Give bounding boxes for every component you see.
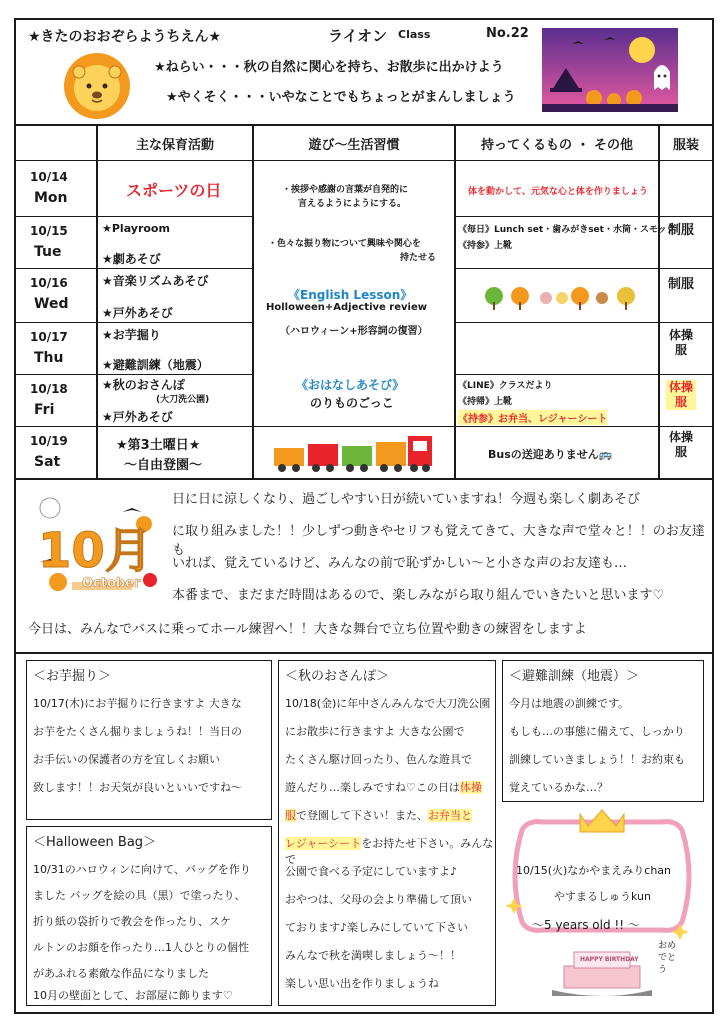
day-name: Mon [34,190,68,206]
bring-item: 《持帰》上靴 [458,397,513,407]
box-line-part: で登園して下さい！また、 [296,809,428,822]
message-line: に取り組みました！！少しずつ動きやセリフも覚えてきて、大きな声で堂々と！！のお友達も [172,524,705,558]
class-label: Class [398,28,431,41]
month-title: 10月 [38,523,153,579]
autumn-walk-box [278,660,496,1006]
weekly-schedule [16,126,712,478]
train-illustration [268,426,438,474]
day-date: 10/16 [30,276,68,290]
uniform-label: 体操服 [668,430,693,459]
story-play-subtitle: のりものごっこ [310,396,394,410]
box-line: があふれる素敵な作品になりました [33,967,209,980]
congratulations-text: おめでとう [658,941,677,975]
school-name: ★きたのおおぞらようちえん★ [28,29,222,45]
day-date: 10/15 [30,224,68,238]
box-line: にお散歩に行きますよ 大きな公園で [285,725,465,738]
column-header-activities: 主な保育活動 [135,137,214,153]
uniform-label: 体操服 [668,328,693,357]
activity-item: ★避難訓練（地震） [102,358,209,372]
box-line: ました バッグを絵の具（黒）で塗ったり、 [33,889,246,902]
box-title: ＜お芋掘り＞ [33,669,112,684]
highlight-text: 体操 [459,781,482,794]
box-line-part: をお持たせ下さい。みんなで [285,837,494,866]
birthday-age: ～5 years old !! ～ [532,918,640,932]
halloween-bag-box [26,826,272,1006]
bring-item: 《毎日》Lunch set・歯みがきset・水筒・スモック [458,225,676,235]
activity-item: ★音楽リズムあそび [102,274,209,288]
activity-item: ★秋のおさんぽ [102,378,185,392]
activity-item: ★第3土曜日★ [116,438,201,453]
box-line: 今月は地震の訓練です。 [509,697,630,710]
english-lesson-subtitle: Holloween+Adjective review [266,302,427,313]
birthday-frame-illustration [502,806,702,1006]
monthly-promise: ★やくそく・・・いやなことでもちょっとがまんしましょう [166,90,516,105]
day-name: Wed [34,296,69,312]
sweet-potato-box [26,660,272,820]
column-header-uniform: 服装 [672,137,699,153]
english-lesson-title: 《English Lesson》 [288,288,413,302]
cake-text: HAPPY BIRTHDAY [580,956,639,963]
box-line: もしも…の事態に備えて、しっかり [509,725,685,738]
birthday-names: 10/15(火)なかやまえみりchan [516,864,672,877]
activity-item: ★お芋掘り [102,328,161,342]
uniform-label: 制服 [667,223,694,238]
highlight-text: お弁当と [428,809,472,822]
story-play-title: 《おはなしあそび》 [296,378,405,392]
box-line: ております♪楽しみにしていて下さい [285,921,469,934]
box-line: たくさん駆け回ったり、色んな遊具で [285,753,472,766]
highlight-text: 服 [285,809,296,822]
activity-item: ★劇あそび [102,252,161,266]
activity-item: ★戸外あそび [102,306,173,320]
box-line: 覚えているかな…？ [509,781,608,794]
bring-item: 《持参》上靴 [458,241,513,251]
box-title: ＜Halloween Bag＞ [33,835,157,850]
habit-text: 持たせる [400,253,437,263]
newsletter-page [14,18,714,1014]
box-line: 10/18(金)に年中さんみんなで大刀洗公園 [285,697,491,710]
box-line: 楽しい思い出を作りましょうね [285,977,439,990]
autumn-trees-illustration [482,280,642,312]
habit-text: 言えるようにようにする。 [298,199,407,209]
halloween-illustration [542,28,678,112]
box-line: 10月の壁面として、お部屋に飾ります♡ [33,989,233,1002]
day-date: 10/19 [30,434,68,448]
teacher-message [16,478,712,654]
box-line: おやつは、父母の会より準備して頂い [285,893,472,906]
box-line: お芋をたくさん掘りましょうね！！当日の [33,725,242,738]
class-name: ライオン [328,27,388,45]
english-lesson-note: （ハロウィーン+形容詞の復習） [280,326,428,337]
box-line: 公園で食べる予定にしていますよ♪ [285,865,458,878]
header [16,20,712,126]
message-line: いれば、覚えているけど、みんなの前で恥ずかしい～と小さな声のお友達も… [172,556,628,571]
box-line: 訓練していきましょう！！お約束も [509,753,685,766]
uniform-label-highlight: 体操服 [666,380,696,410]
uniform-label: 制服 [667,277,694,292]
lion-illustration [62,50,132,120]
month-word: October [82,576,141,591]
box-line: お手伝いの保護者の方を宜しくお願い [33,753,220,766]
box-title: ＜秋のおさんぽ＞ [285,669,390,684]
day-name: Tue [34,244,62,260]
box-line: ルトンのお顔を作ったり…1人ひとりの個性 [33,941,249,954]
bring-note: 体を動かして、元気な心と体を作りましょう [468,187,648,197]
box-line: みんなで秋を満喫しましょう～！！ [285,949,461,962]
column-header-play: 遊び～生活習慣 [308,137,400,153]
issue-number: No.22 [486,26,529,41]
monthly-aim: ★ねらい・・・秋の自然に関心を持ち、お散歩に出かけよう [154,60,504,75]
activity-note: (大刀洗公園) [156,395,210,405]
box-line [285,807,472,823]
column-header-bring: 持ってくるもの ・ その他 [480,137,634,153]
box-line: 折り紙の袋折りで教会を作ったり、スケ [33,915,231,928]
box-line: 致します！！お天気が良いといいですね～ [33,781,242,794]
box-line: 10/17(木)にお芋掘りに行きますよ 大きな [33,697,242,710]
highlight-text: レジャーシート [285,837,362,850]
message-line: 今日は、みんなでバスに乗ってホール練習へ！！大きな舞台で立ち位置や動きの練習をしますよ [28,622,587,637]
box-line [285,779,482,795]
habit-text: ・色々な振り物について興味や関心を [268,239,421,249]
message-line: 日に日に涼しくなり、過ごしやすい日が続いていますね！今週も楽しく劇あそび [172,492,641,507]
day-date: 10/17 [30,330,68,344]
box-title: ＜避難訓練（地震）＞ [509,669,640,684]
box-line: 10/31のハロウィンに向けて、バッグを作り [33,863,251,876]
day-date: 10/18 [30,382,68,396]
day-name: Thu [34,350,64,366]
box-line-part: 遊んだり…楽しみですね♡この日は [285,781,460,794]
birthday-names: やすまるしゅうkun [554,890,651,903]
birthday-section [502,806,702,1006]
activity-item: ★戸外あそび [102,410,173,424]
habit-text: ・挨拶や感謝の言葉が自発的に [282,185,409,195]
activity-item: ～自由登園～ [124,458,203,473]
activity-sports-day: スポーツの日 [126,181,222,200]
evacuation-drill-box [502,660,704,802]
bus-note: Busの送迎ありません🚌 [488,448,613,461]
bring-item-highlight: 《持参》お弁当、レジャーシート [458,410,607,425]
day-name: Fri [34,402,55,418]
bring-item: 《LINE》クラスだより [458,381,553,391]
day-name: Sat [34,454,61,470]
message-line: 本番まで、まだまだ時間はあるので、楽しみながら取り組んでいきたいと思います♡ [172,588,665,603]
day-date: 10/14 [30,170,68,184]
activity-item: ★Playroom [102,222,170,235]
